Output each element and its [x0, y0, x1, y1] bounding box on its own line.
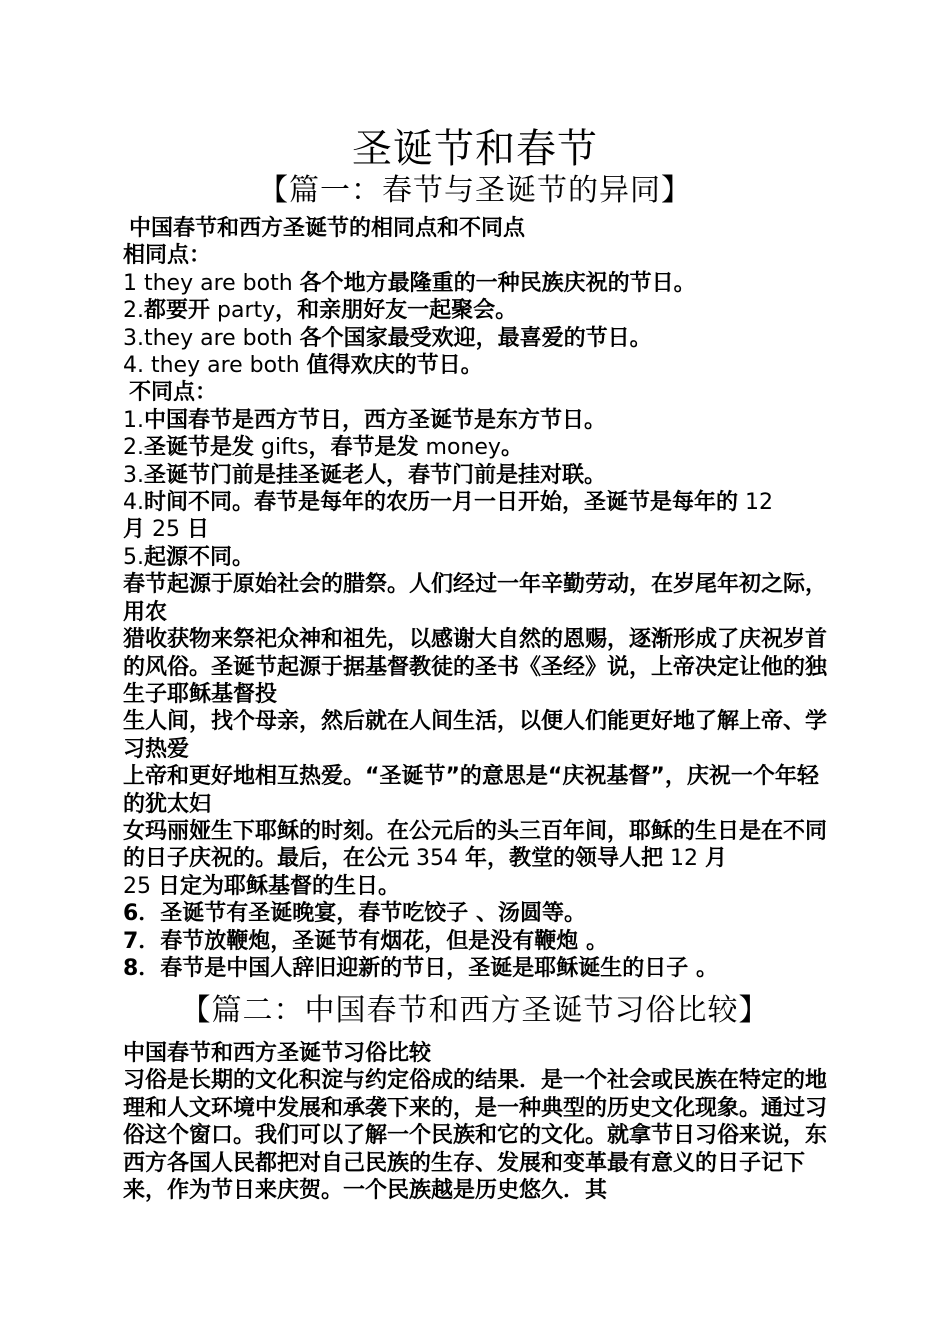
part2-heading: 【篇二：中国春节和西方圣诞节习俗比较】 [180, 993, 770, 1028]
diff-item: 3.圣诞节门前是挂圣诞老人，春节门前是挂对联。 [123, 462, 607, 488]
list-item: 6．圣诞节有圣诞晚宴，春节吃饺子 、汤圆等。 [123, 901, 586, 927]
list-item: 7．春节放鞭炮，圣诞节有烟花，但是没有鞭炮 。 [123, 928, 608, 954]
part1-heading: 【篇一：春节与圣诞节的异同】 [258, 173, 692, 208]
same-label: 相同点： [123, 243, 212, 269]
part2-subtitle: 中国春节和西方圣诞节习俗比较 [123, 1041, 432, 1066]
same-item: 4. they are both 值得欢庆的节日。 [123, 353, 483, 379]
diff-item: 1.中国春节是西方节日，西方圣诞节是东方节日。 [123, 407, 607, 433]
diff-item: 5.起源不同。 [123, 544, 255, 570]
same-item: 3.they are both 各个国家最受欢迎，最喜爱的节日。 [123, 325, 652, 351]
same-item: 1 they are both 各个地方最隆重的一种民族庆祝的节日。 [123, 270, 696, 296]
document-title: 圣诞节和春节 [352, 126, 598, 172]
origin-paragraph: 女玛丽娅生下耶稣的时刻。在公元后的头三百年间，耶稣的生日是在不同的日子庆祝的。最后，在公元 354 年，教堂的领导人把 12 月 25 日定为耶稣基督的生日。 [123, 818, 828, 899]
origin-paragraph: 猎收获物来祭祀众神和祖先，以感谢大自然的恩赐，逐渐形成了庆祝岁首的风俗。圣诞节起源于据基督教徒的圣书《圣经》说，上帝决定让他的独生子耶稣基督投 [123, 627, 828, 707]
origin-paragraph: 春节起源于原始社会的腊祭。人们经过一年辛勤劳动，在岁尾年初之际，用农 [123, 572, 828, 625]
part2-paragraph: 习俗是长期的文化积淀与约定俗成的结果．是一个社会或民族在特定的地理和人文环境中发展和承袭下来的，是一种典型的历史文化现象。通过习俗这个窗口。我们可以了解一个民族和它的文化。就拿节日习俗来说，东西方各国人民都把对自己民族的生存、发展和变革最有意义的日子记下来，作为节日来庆贺。一个民族越是历史悠久．其 [123, 1068, 828, 1204]
diff-label: 不同点： [129, 380, 218, 406]
diff-item: 4.时间不同。春节是每年的农历一月一日开始，圣诞节是每年的 12 月 25 日 [123, 490, 774, 543]
part1-body [115, 215, 835, 982]
part1-subtitle: 中国春节和西方圣诞节的相同点和不同点 [129, 216, 526, 241]
list-item: 8．春节是中国人辞旧迎新的节日，圣诞是耶稣诞生的日子 。 [123, 955, 718, 981]
origin-paragraph: 生人间，找个母亲，然后就在人间生活，以便人们能更好地了解上帝、学习热爱 [123, 709, 828, 762]
same-item: 2.都要开 party，和亲朋好友一起聚会。 [123, 298, 518, 324]
part2-body [115, 1040, 835, 1204]
diff-item: 2.圣诞节是发 gifts，春节是发 money。 [123, 435, 523, 461]
origin-paragraph: 上帝和更好地相互热爱。“圣诞节”的意思是“庆祝基督”，庆祝一个年轻的犹太妇 [123, 764, 819, 817]
